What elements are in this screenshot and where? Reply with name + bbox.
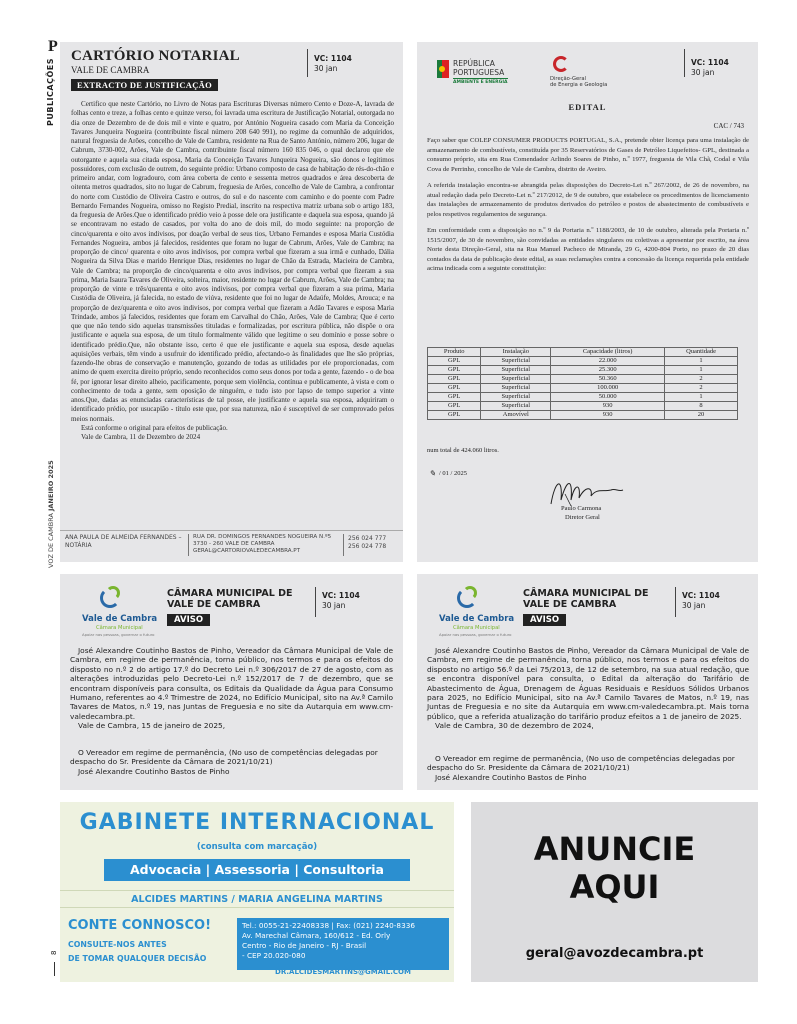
gabinete-names: ALCIDES MARTINS / MARIA ANGELINA MARTINS xyxy=(60,890,454,908)
table-cell: Superficial xyxy=(481,393,551,402)
vc-date: 30 jan xyxy=(691,68,715,77)
signature-icon xyxy=(545,470,625,510)
table-cell: 2 xyxy=(665,375,738,384)
vale-de-cambra-logo-icon xyxy=(100,584,122,610)
cartorio-date: Vale de Cambra, 11 de Dezembro de 2024 xyxy=(81,433,201,441)
edital-p1: Faço saber que COLEP CONSUMER PRODUCTS PORTUGAL, S.A., pretende obter licença para uma instalação de armazenamento de combustíveis, constituída por 35 Reservatórios de Gases de Petróleo Liquefeitos- GPL, destinada a consumo próprio, sita em Rua Comendador Arlindo Soares de Pinho, n.º 1977, freguesia de Vila Chã, Codal e Vila Cova de Perrinho, concelho de Vale de Cambra, distrito de Aveiro. xyxy=(427,137,749,173)
table-header: Capacidade (litros) xyxy=(551,348,665,357)
table-cell: GPL xyxy=(428,393,481,402)
gabinete-tel[interactable]: Tel.: 0055-21-22408338 | Fax: (021) 2240-8336 xyxy=(242,921,415,930)
table-cell: 1 xyxy=(665,366,738,375)
anuncie-line2: AQUI xyxy=(569,868,660,906)
table-header: Instalação xyxy=(481,348,551,357)
aviso1-signature: O Vereador em regime de permanência, (No uso de competências delegadas por despacho do Sr. Presidente da Câmara de 2021/10/21) José Alexandre Coutinho Bastos de Pinho xyxy=(70,748,378,776)
table-cell: 1 xyxy=(665,393,738,402)
table-cell: Superficial xyxy=(481,384,551,393)
gabinete-ad xyxy=(60,802,454,982)
table-header: Quantidade xyxy=(665,348,738,357)
table-cell: 8 xyxy=(665,402,738,411)
vc-code: VC: 1104 xyxy=(691,58,729,67)
notary-phones: 256 024 777 256 024 778 xyxy=(348,535,387,550)
footer-divider xyxy=(60,530,403,531)
table-cell: 22.000 xyxy=(551,357,665,366)
cartorio-paragraph: Certifico que neste Cartório, no Livro de Notas para Escrituras Diversas número Cento e Doze-A, lavrada de folhas cento e treze, a folhas cento e quinze verso, foi lavrada uma escritura de Justificação Notarial, outorgada no dia onze de Dezembro de de dois mil e vinte e quatro, por António Nogueira casado com Maria da Conceição Tavares Junqueira Nogueira (contribuinte fiscal número 208 640 991), no regime da comunhão de adquiridos, natural freguesia de Arões, concelho de Vale de Cambra, residente na Rua de Santo António, número 206, lugar de Cabrum, 3730-002, Arões, Vale de Cambra, contribuinte fiscal número 160 835 046, o qual declarou que ele outorgante e aquela sua citada esposa, Maria da Conceição Tavares Junqueira Nogueira, são donos e legítimos possuidores, com exclusão de outrem, do seguinte prédio: Urbano composto de casa de habitação de rés-do-chão e primeiro andar, com logradouro, com área coberta de cento e sessenta metros quadrados e área descoberta de oitenta metros quadrados, sito no lugar de Cabrum, freguesia de Arões, concelho de Vale de Cambra, a confrontar do norte com Custódio de Oliveira Castro e outros, do sul e do nascente com caminho e do poente com Padre Bernardo Fernandes Nogueira, omisso no Registo Predial, inscrito na respectiva matriz urbana sob o artigo 183, da freguesia de Arões.Que o identificado prédio veio à posse dele ora justificante e daquela sua esposa, quando já se encontravam no estado de casados, por volta do ano de dois mil, do modo seguinte: na proporção de cinco/quarenta e oito avos indivisos, por doação verbal de seus tios, Urbano Fernandes e esposa Maria Custódia Fernandes Nogueira, ambos já falecidos, residentes que foram no lugar de Cabrum, Arões, Vale de Cambra; na proporção de cinco/ quarenta e oito avos indivisos, por compra verbal que fizeram a sua irmã e cunhado, Dália Nogueira da Silva Dias e marido Henrique Dias, residentes no lugar de Chão da Estrada, Macieira de Cambra, Vale de Cambra; na proporção de cinco/quarenta e oito avos indivisos, por compra verbal que fizeram a sua prima, Maria Isaura Tavares de Oliveira, solteira, maior, residente no lugar de Cabrum, Arões, Vale de Cambra; na proporção de vinte e três/quarenta e oito avos indivisos, por compra verbal que fizeram a sua prima, Maria Custódia de Oliveira, já falecida, no estado de viúva, residente que foi no lugar de Adaúfe, Moldes, Arouca; e na proporção de dez/quarenta e oito avos indivisos, por compra verbal que fizeram a Adão Tavares e esposa Maria Trindade, ambos já falecidos, residentes que foram em Carvalhal do Chão, Arões, Vale de Cambra; Que é certo que que não tendo sido aquelas transmissões tituladas e formalizadas, por escritura pública, não dispõe o ora justificante e aquela sua esposa, de um título formalmente válido que legitime o seu domínio e posse sobre o identificado prédio.Que, não obstante isso, certo é que ele justificante e aquela sua esposa, desde aquelas aquisições verbais, têm vindo a usufruir do identificado prédio, afectando-o às finalidades que lhe são próprias, fazendo-lhe obras de conservação e manutenção, gozando de todas as utilidades por ele proporcionadas, com animo de quem exercita direito próprio, sendo reconhecidos como seus donos por toda a gente, fazendo - o de boa fé, por ignorar lesar direito alheio, pacificamente, porque sem violência, contínua e publicamente, à vista e com o conhecimento de toda a gente, sem oposição de ninguém, e tudo isto por lapso de tempo superior a vinte anos.Que, dadas as enunciadas características de tal posse, ele justificante e aquela sua esposa, adquiriram o identificado prédio, por usucapião - título este que, por sua natureza, não é susceptível de ser comprovado pelos meios normais. xyxy=(71,100,394,423)
edital-panel xyxy=(417,42,758,562)
vc-divider xyxy=(315,587,316,617)
gabinete-title: GABINETE INTERNACIONAL xyxy=(79,810,435,835)
footer-sep-1 xyxy=(188,534,189,556)
gabinete-contact: CONTE CONNOSCO! xyxy=(68,918,212,933)
cartorio-subtitle: VALE DE CAMBRA xyxy=(71,65,150,75)
cartorio-title: CARTÓRIO NOTARIAL xyxy=(71,48,240,64)
footer-issue: VOZ DE CAMBRA JANEIRO 2025 xyxy=(47,460,55,568)
aviso-badge: AVISO xyxy=(167,614,210,626)
aviso-badge: AVISO xyxy=(523,614,566,626)
vale-de-cambra-logo-icon xyxy=(457,584,479,610)
notary-name: ANA PAULA DE ALMEIDA FERNANDES – NOTÁRIA xyxy=(65,534,182,549)
dgeg-logo: Direção-Geral de Energia e Geologia xyxy=(550,76,608,88)
table-cell: 1 xyxy=(665,357,738,366)
signer-role: Diretor Geral xyxy=(565,514,600,521)
table-cell: Amovível xyxy=(481,411,551,420)
table-cell: 50.360 xyxy=(551,375,665,384)
section-letter: P xyxy=(48,38,58,55)
cartorio-body xyxy=(71,100,394,442)
section-label: PUBLICAÇÕES xyxy=(46,58,55,126)
aviso2-signature: O Vereador em regime de permanência, (No uso de competências delegadas por despacho do Sr. Presidente da Câmara de 2021/10/21) José Alexandre Coutinho Bastos de Pinho xyxy=(427,754,735,782)
table-cell: 2 xyxy=(665,384,738,393)
table-cell: GPL xyxy=(428,402,481,411)
table-cell: Superficial xyxy=(481,366,551,375)
vc-date: 30 jan xyxy=(314,64,338,73)
aviso-title: CÂMARA MUNICIPAL DE VALE DE CAMBRA xyxy=(167,588,293,610)
vc-divider xyxy=(675,587,676,617)
gabinete-consult: CONSULTE-NOS ANTES DE TOMAR QUALQUER DECISÃO xyxy=(68,940,207,963)
table-cell: GPL xyxy=(428,384,481,393)
notary-email[interactable]: GERAL@CARTORIOVALEDECAMBRA.PT xyxy=(193,547,301,554)
logo-tag: Apoiar nas pessoas, governar o futuro xyxy=(82,632,155,637)
aviso2-body: José Alexandre Coutinho Bastos de Pinho, Vereador da Câmara Municipal de Vale de Cambra, em regime de permanência, torna público, nos termos e para os efeitos do disposto no artigo 56.º da Lei 75/2013, de 12 de setembro, na sua atual redação, que se encontra disponível para consulta, o Edital da alteração do Tarifário de Abastecimento de Água, Drenagem de Águas Residuais e Resíduos Sólidos Urbanos para 2025, no Edifício Municipal, sito na Av.ª Camilo Tavares de Matos, n.º 19, nas Juntas de Freguesia e no site da Autarquia em www.cm-valedecambra.pt. Mais torna público, que a referida atualização do tarifário produz efeitos a 1 de janeiro de 2025. Vale de Cambra, 30 de dezembro de 2024, xyxy=(427,646,749,731)
table-row xyxy=(428,384,738,393)
vc-code: VC: 1104 xyxy=(314,54,352,63)
cartorio-conformity: Está conforme o original para efeitos de publicação. xyxy=(81,423,228,432)
logo-sub: Câmara Municipal xyxy=(96,625,143,631)
table-row xyxy=(428,366,738,375)
republica-logo: REPÚBLICA PORTUGUESA AMBIENTE E ENERGIA xyxy=(453,60,508,88)
aviso1-panel xyxy=(60,574,403,790)
vc-code: VC: 1104 xyxy=(682,591,720,600)
table-cell: 930 xyxy=(551,402,665,411)
edital-date: / 01 / 2025 xyxy=(439,470,467,477)
page-rule xyxy=(54,962,55,976)
aviso2-panel xyxy=(417,574,758,790)
table-cell: 930 xyxy=(551,411,665,420)
edital-p3: Em conformidade com a disposição no n.º 9 da Portaria n.º 1188/2003, de 10 de outubro, alterada pela Portaria n.º 1515/2007, de 30 de novembro, são convidadas as entidades singulares ou coletivas a apresentar por escrito, na área Norte desta Direção-Geral, sita na Rua Manuel Pacheco de Miranda, 29 G, 4200-804 Porto, no prazo de 20 dias contados da data de publicação deste edital, as suas reclamações contra a concessão da licença requerida pela entidade acima indicada com a seguinte constituição: xyxy=(427,227,749,272)
table-header: Produto xyxy=(428,348,481,357)
table-row xyxy=(428,393,738,402)
table-row xyxy=(428,357,738,366)
table-cell: GPL xyxy=(428,357,481,366)
extract-badge: EXTRACTO DE JUSTIFICAÇÃO xyxy=(71,79,218,91)
table-row xyxy=(428,411,738,420)
vc-date: 30 jan xyxy=(682,601,706,610)
page-number: 8 xyxy=(50,950,58,955)
logo-sub: Câmara Municipal xyxy=(453,625,500,631)
table-cell: 100.000 xyxy=(551,384,665,393)
vc-divider xyxy=(684,49,685,77)
vc-divider xyxy=(307,49,308,77)
logo-tag: Apoiar nas pessoas, governar o futuro xyxy=(439,632,512,637)
edital-date-mark: ✎ xyxy=(429,469,436,478)
table-cell: GPL xyxy=(428,375,481,384)
edital-ref: CAC / 743 xyxy=(713,122,744,130)
table-cell: GPL xyxy=(428,366,481,375)
dgeg-logo-icon xyxy=(553,56,569,72)
edital-title: EDITAL xyxy=(568,102,607,112)
anuncie-ad xyxy=(471,802,758,982)
footer-sep-2 xyxy=(343,534,344,556)
table-cell: 25.300 xyxy=(551,366,665,375)
table-cell: Superficial xyxy=(481,375,551,384)
aviso1-body: José Alexandre Coutinho Bastos de Pinho, Vereador da Câmara Municipal de Vale de Cambra, em regime de permanência, torna público, nos termos e para os efeitos do disposto no n.º 2 do artigo 17.º do Decreto Lei n.º 306/2017 de 27 de agosto, com as alterações introduzidas pelo Decreto-Lei n.º 152/2017 de 7 de dezembro, que se encontram disponíveis para consulta, os Editais da Qualidade da Água para Consumo Humano, referentes ao 4.º Trimestre de 2024, no Edifício Municipal, sito na Av.ª Camilo Tavares de Matos, n.º 19, nas Juntas de Freguesia e no site da Autarquia em www.cm-valedecambra.pt. Vale de Cambra, 15 de janeiro de 2025, xyxy=(70,646,393,731)
table-row xyxy=(428,375,738,384)
table-cell: GPL xyxy=(428,411,481,420)
logo-name: Vale de Cambra xyxy=(439,614,515,624)
republica-flag-icon xyxy=(437,60,449,78)
table-cell: Superficial xyxy=(481,402,551,411)
vc-date: 30 jan xyxy=(322,601,346,610)
logo-name: Vale de Cambra xyxy=(82,614,158,624)
table-cell: 50.000 xyxy=(551,393,665,402)
table-cell: Superficial xyxy=(481,357,551,366)
anuncie-email[interactable]: geral@avozdecambra.pt xyxy=(525,946,704,961)
aviso-title: CÂMARA MUNICIPAL DE VALE DE CAMBRA xyxy=(523,588,649,610)
gabinete-subtitle: (consulta com marcação) xyxy=(196,842,318,852)
notary-address: RUA DR. DOMINGOS FERNANDES NOGUEIRA N.º5 3730 - 260 VALE DE CAMBRA GERAL@CARTORIOVALEDECAMBRA.PT xyxy=(193,534,332,554)
gabinete-services: Advocacia | Assessoria | Consultoria xyxy=(104,859,410,881)
edital-p2: A referida instalação encontra-se abrangida pelas disposições do Decreto-Lei n.º 267/2002, de 26 de novembro, na atual redação dada pelo Decreto-Lei n.º 217/2012, de 9 de outubro, que estabelece os procedimentos de licenciamento das instalações de armazenamento de produtos derivados do petróleo e postos de abastecimento de combustíveis e pelos respetivos regulamentos de segurança. xyxy=(427,182,749,218)
cartorio-panel xyxy=(60,42,403,562)
table-cell: 20 xyxy=(665,411,738,420)
edital-body xyxy=(427,136,749,274)
vc-code: VC: 1104 xyxy=(322,591,360,600)
edital-table xyxy=(427,347,738,420)
table-row xyxy=(428,402,738,411)
signer-name: Paulo Carmona xyxy=(561,505,602,512)
edital-total: num total de 424.060 litros. xyxy=(427,447,499,454)
gabinete-email[interactable]: DR.ALCIDESMARTINS@GMAIL.COM xyxy=(275,968,411,976)
gabinete-address-box: Tel.: 0055-21-22408338 | Fax: (021) 2240-8336 Av. Marechal Câmara, 160/612 - Ed. Orly Centro - Rio de Janeiro - RJ - Brasil - CEP 20.020-080 xyxy=(237,918,449,970)
anuncie-line1: ANUNCIE xyxy=(533,830,696,868)
